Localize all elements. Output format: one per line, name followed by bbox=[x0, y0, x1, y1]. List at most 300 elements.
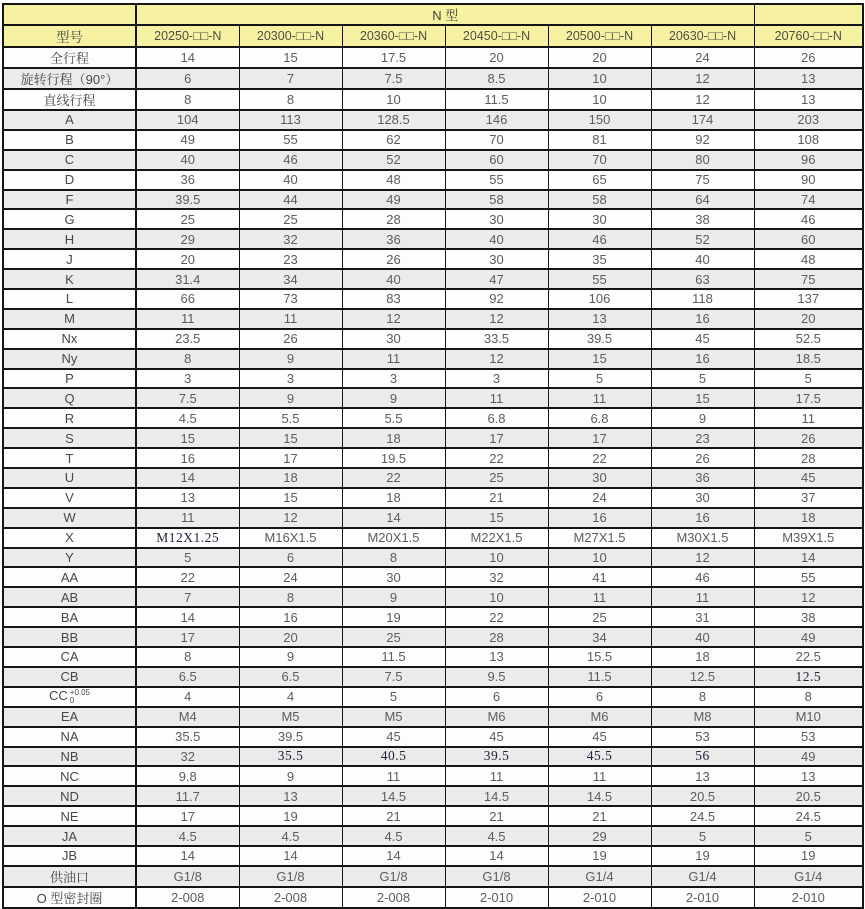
value-cell: 14 bbox=[342, 508, 445, 528]
table-row bbox=[3, 667, 863, 687]
model-header-cell: 20760-□□-N bbox=[754, 25, 863, 47]
table-row bbox=[3, 408, 863, 428]
value-cell: 13 bbox=[754, 766, 863, 786]
value-cell: 22.5 bbox=[754, 647, 863, 667]
value-cell: 40 bbox=[239, 170, 342, 190]
value-cell: 17.5 bbox=[754, 388, 863, 408]
value-cell: 12 bbox=[651, 548, 754, 568]
value-cell: M4 bbox=[136, 707, 239, 727]
value-cell: 15 bbox=[651, 388, 754, 408]
value-cell: 10 bbox=[342, 89, 445, 110]
value-cell: M8 bbox=[651, 707, 754, 727]
value-cell: 14.5 bbox=[445, 786, 548, 806]
table-row bbox=[3, 309, 863, 329]
value-cell: 18.5 bbox=[754, 349, 863, 369]
value-cell: 16 bbox=[548, 508, 651, 528]
value-cell: 2-008 bbox=[239, 887, 342, 908]
corner-blank-cell-right bbox=[754, 4, 863, 25]
value-cell: 30 bbox=[445, 209, 548, 229]
value-cell: 12 bbox=[239, 508, 342, 528]
row-label: H bbox=[3, 229, 136, 249]
value-cell: 48 bbox=[342, 170, 445, 190]
table-row bbox=[3, 170, 863, 190]
value-cell: 10 bbox=[445, 548, 548, 568]
value-cell: G1/8 bbox=[445, 866, 548, 887]
value-cell: 8 bbox=[754, 687, 863, 707]
value-cell: 14.5 bbox=[342, 786, 445, 806]
value-cell: 49 bbox=[754, 627, 863, 647]
value-cell: 25 bbox=[239, 209, 342, 229]
value-cell: 20 bbox=[754, 309, 863, 329]
value-cell: 14 bbox=[445, 846, 548, 866]
value-cell: 7.5 bbox=[342, 667, 445, 687]
model-header-cell: 20500-□□-N bbox=[548, 25, 651, 47]
row-label: NC bbox=[3, 766, 136, 786]
row-label: B bbox=[3, 130, 136, 150]
value-cell: M30X1.5 bbox=[651, 528, 754, 548]
value-cell: 8 bbox=[239, 587, 342, 607]
value-cell: 9.5 bbox=[445, 667, 548, 687]
value-cell: 20 bbox=[136, 249, 239, 269]
value-cell: 2-010 bbox=[445, 887, 548, 908]
value-cell: 5 bbox=[754, 369, 863, 389]
value-cell: 12 bbox=[445, 349, 548, 369]
value-cell: 18 bbox=[239, 468, 342, 488]
row-label: 供油口 bbox=[3, 866, 136, 887]
value-cell: 24.5 bbox=[651, 806, 754, 826]
value-cell: 58 bbox=[445, 190, 548, 210]
table-row bbox=[3, 428, 863, 448]
value-cell: 5 bbox=[754, 826, 863, 846]
value-cell: 30 bbox=[548, 209, 651, 229]
table-row bbox=[3, 110, 863, 130]
value-cell: 11.5 bbox=[445, 89, 548, 110]
value-cell: 18 bbox=[754, 508, 863, 528]
table-row bbox=[3, 68, 863, 89]
value-cell: 16 bbox=[651, 349, 754, 369]
value-cell: 16 bbox=[651, 309, 754, 329]
value-cell: 14 bbox=[136, 607, 239, 627]
value-cell: 33.5 bbox=[445, 329, 548, 349]
table-row bbox=[3, 786, 863, 806]
value-cell: 80 bbox=[651, 150, 754, 170]
value-cell: 3 bbox=[445, 369, 548, 389]
value-cell: 45 bbox=[342, 727, 445, 747]
value-cell: 46 bbox=[239, 150, 342, 170]
value-cell: 38 bbox=[651, 209, 754, 229]
value-cell: 11.5 bbox=[342, 647, 445, 667]
value-cell: 70 bbox=[548, 150, 651, 170]
value-cell: 11 bbox=[548, 587, 651, 607]
value-cell: 81 bbox=[548, 130, 651, 150]
value-cell: 17.5 bbox=[342, 47, 445, 68]
value-cell: 46 bbox=[651, 567, 754, 587]
value-cell: 75 bbox=[754, 269, 863, 289]
table-row bbox=[3, 47, 863, 68]
value-cell: 63 bbox=[651, 269, 754, 289]
value-cell: 53 bbox=[754, 727, 863, 747]
value-cell: 9 bbox=[239, 766, 342, 786]
row-label bbox=[3, 687, 136, 707]
value-cell: M12X1.25 bbox=[136, 528, 239, 548]
value-cell: 20.5 bbox=[651, 786, 754, 806]
value-cell: 11.7 bbox=[136, 786, 239, 806]
table-row bbox=[3, 329, 863, 349]
value-cell: 13 bbox=[548, 309, 651, 329]
value-cell: 64 bbox=[651, 190, 754, 210]
row-label: CA bbox=[3, 647, 136, 667]
value-cell: 30 bbox=[445, 249, 548, 269]
value-cell: 49 bbox=[754, 747, 863, 767]
value-cell: 9 bbox=[342, 587, 445, 607]
value-cell: 53 bbox=[651, 727, 754, 747]
row-label: ND bbox=[3, 786, 136, 806]
value-cell: 52 bbox=[342, 150, 445, 170]
value-cell: 45 bbox=[651, 329, 754, 349]
value-cell: 10 bbox=[548, 68, 651, 89]
row-label: V bbox=[3, 488, 136, 508]
value-cell: 19 bbox=[239, 806, 342, 826]
value-cell: 31 bbox=[651, 607, 754, 627]
value-cell: 11 bbox=[754, 408, 863, 428]
value-cell: 22 bbox=[136, 567, 239, 587]
value-cell: 146 bbox=[445, 110, 548, 130]
group-header-cell: N 型 bbox=[136, 4, 754, 25]
value-cell: 32 bbox=[136, 747, 239, 767]
value-cell: 17 bbox=[548, 428, 651, 448]
value-cell: M22X1.5 bbox=[445, 528, 548, 548]
value-cell: 4.5 bbox=[136, 826, 239, 846]
value-cell: 30 bbox=[548, 468, 651, 488]
value-cell: 22 bbox=[548, 448, 651, 468]
table-row bbox=[3, 229, 863, 249]
value-cell: 24 bbox=[651, 47, 754, 68]
table-row bbox=[3, 289, 863, 309]
value-cell: 10 bbox=[548, 89, 651, 110]
value-cell: 8 bbox=[136, 89, 239, 110]
row-label: F bbox=[3, 190, 136, 210]
value-cell: 9 bbox=[239, 388, 342, 408]
row-label: S bbox=[3, 428, 136, 448]
value-cell: M5 bbox=[239, 707, 342, 727]
value-cell: 45 bbox=[445, 727, 548, 747]
value-cell: 3 bbox=[136, 369, 239, 389]
value-cell: 6.8 bbox=[445, 408, 548, 428]
row-label: EA bbox=[3, 707, 136, 727]
table-row bbox=[3, 190, 863, 210]
group-header-row bbox=[3, 4, 863, 25]
value-cell: 11 bbox=[342, 766, 445, 786]
value-cell: 34 bbox=[239, 269, 342, 289]
table-header bbox=[3, 4, 863, 47]
row-label: AA bbox=[3, 567, 136, 587]
value-cell: 5.5 bbox=[239, 408, 342, 428]
table-row bbox=[3, 548, 863, 568]
table-row bbox=[3, 150, 863, 170]
row-label: 旋转行程（90°） bbox=[3, 68, 136, 89]
row-label: NE bbox=[3, 806, 136, 826]
value-cell: 28 bbox=[754, 448, 863, 468]
row-label: O 型密封圈 bbox=[3, 887, 136, 908]
value-cell: 2-010 bbox=[651, 887, 754, 908]
value-cell: 16 bbox=[651, 508, 754, 528]
value-cell: 40.5 bbox=[342, 747, 445, 767]
value-cell: M6 bbox=[445, 707, 548, 727]
table-row bbox=[3, 388, 863, 408]
model-column-label: 型号 bbox=[3, 25, 136, 47]
value-cell: 2-008 bbox=[136, 887, 239, 908]
value-cell: 9 bbox=[239, 647, 342, 667]
value-cell: 19.5 bbox=[342, 448, 445, 468]
value-cell: 65 bbox=[548, 170, 651, 190]
row-label: BB bbox=[3, 627, 136, 647]
value-cell: 2-010 bbox=[754, 887, 863, 908]
value-cell: 5 bbox=[651, 826, 754, 846]
table-row bbox=[3, 249, 863, 269]
value-cell: 70 bbox=[445, 130, 548, 150]
value-cell: 11 bbox=[548, 766, 651, 786]
value-cell: 14 bbox=[754, 548, 863, 568]
value-cell: 12 bbox=[342, 309, 445, 329]
value-cell: 21 bbox=[342, 806, 445, 826]
value-cell: 75 bbox=[651, 170, 754, 190]
value-cell: 8 bbox=[342, 548, 445, 568]
table-row bbox=[3, 687, 863, 707]
value-cell: 23 bbox=[239, 249, 342, 269]
value-cell: 29 bbox=[548, 826, 651, 846]
value-cell: 46 bbox=[754, 209, 863, 229]
value-cell: 15 bbox=[239, 428, 342, 448]
row-label: T bbox=[3, 448, 136, 468]
value-cell: 113 bbox=[239, 110, 342, 130]
value-cell: 17 bbox=[136, 806, 239, 826]
value-cell: 9 bbox=[651, 408, 754, 428]
value-cell: 58 bbox=[548, 190, 651, 210]
value-cell: 13 bbox=[445, 647, 548, 667]
table-row bbox=[3, 627, 863, 647]
value-cell: 25 bbox=[548, 607, 651, 627]
value-cell: 24 bbox=[548, 488, 651, 508]
value-cell: G1/4 bbox=[651, 866, 754, 887]
value-cell: M5 bbox=[342, 707, 445, 727]
value-cell: 9 bbox=[342, 388, 445, 408]
table-row bbox=[3, 269, 863, 289]
row-label: D bbox=[3, 170, 136, 190]
value-cell: G1/4 bbox=[548, 866, 651, 887]
row-label: Q bbox=[3, 388, 136, 408]
value-cell: 13 bbox=[651, 766, 754, 786]
value-cell: 26 bbox=[651, 448, 754, 468]
table-row bbox=[3, 349, 863, 369]
row-label: K bbox=[3, 269, 136, 289]
value-cell: 47 bbox=[445, 269, 548, 289]
value-cell: 35.5 bbox=[239, 747, 342, 767]
value-cell: 4.5 bbox=[136, 408, 239, 428]
value-cell: 5 bbox=[136, 548, 239, 568]
value-cell: 7 bbox=[136, 587, 239, 607]
table-body bbox=[3, 47, 863, 908]
value-cell: 7.5 bbox=[136, 388, 239, 408]
value-cell: 11 bbox=[651, 587, 754, 607]
table-row bbox=[3, 707, 863, 727]
value-cell: 20 bbox=[548, 47, 651, 68]
value-cell: 12 bbox=[651, 89, 754, 110]
value-cell: 28 bbox=[342, 209, 445, 229]
value-cell: 11 bbox=[136, 508, 239, 528]
table-row bbox=[3, 647, 863, 667]
row-label: L bbox=[3, 289, 136, 309]
row-label: 全行程 bbox=[3, 47, 136, 68]
value-cell: 108 bbox=[754, 130, 863, 150]
value-cell: 6.5 bbox=[136, 667, 239, 687]
value-cell: 14 bbox=[136, 468, 239, 488]
value-cell: 137 bbox=[754, 289, 863, 309]
value-cell: 92 bbox=[445, 289, 548, 309]
value-cell: 73 bbox=[239, 289, 342, 309]
row-label: C bbox=[3, 150, 136, 170]
value-cell: 18 bbox=[342, 428, 445, 448]
row-label: BA bbox=[3, 607, 136, 627]
value-cell: 15 bbox=[239, 47, 342, 68]
row-label: NB bbox=[3, 747, 136, 767]
value-cell: 12 bbox=[651, 68, 754, 89]
value-cell: G1/8 bbox=[239, 866, 342, 887]
value-cell: 104 bbox=[136, 110, 239, 130]
value-cell: 13 bbox=[239, 786, 342, 806]
table-row bbox=[3, 826, 863, 846]
table-row bbox=[3, 488, 863, 508]
table-row bbox=[3, 766, 863, 786]
value-cell: 52.5 bbox=[754, 329, 863, 349]
value-cell: 17 bbox=[136, 627, 239, 647]
value-cell: 14 bbox=[136, 47, 239, 68]
value-cell: 18 bbox=[342, 488, 445, 508]
value-cell: 12.5 bbox=[754, 667, 863, 687]
value-cell: 12.5 bbox=[651, 667, 754, 687]
table-row bbox=[3, 607, 863, 627]
value-cell: M27X1.5 bbox=[548, 528, 651, 548]
value-cell: 15 bbox=[239, 488, 342, 508]
value-cell: 46 bbox=[548, 229, 651, 249]
value-cell: 11 bbox=[445, 766, 548, 786]
value-cell: 128.5 bbox=[342, 110, 445, 130]
value-cell: 21 bbox=[445, 488, 548, 508]
value-cell: 60 bbox=[754, 229, 863, 249]
row-label: NA bbox=[3, 727, 136, 747]
value-cell: 39.5 bbox=[239, 727, 342, 747]
value-cell: 34 bbox=[548, 627, 651, 647]
value-cell: 5.5 bbox=[342, 408, 445, 428]
value-cell: 37 bbox=[754, 488, 863, 508]
value-cell: 35.5 bbox=[136, 727, 239, 747]
value-cell: 18 bbox=[651, 647, 754, 667]
value-cell: 45 bbox=[548, 727, 651, 747]
value-cell: 17 bbox=[445, 428, 548, 448]
value-cell: 25 bbox=[342, 627, 445, 647]
value-cell: 14 bbox=[239, 846, 342, 866]
value-cell: 96 bbox=[754, 150, 863, 170]
value-cell: 6 bbox=[548, 687, 651, 707]
value-cell: 6.8 bbox=[548, 408, 651, 428]
value-cell: 4.5 bbox=[239, 826, 342, 846]
value-cell: 9 bbox=[239, 349, 342, 369]
value-cell: 11.5 bbox=[548, 667, 651, 687]
value-cell: 39.5 bbox=[445, 747, 548, 767]
model-header-cell: 20360-□□-N bbox=[342, 25, 445, 47]
value-cell: 31.4 bbox=[136, 269, 239, 289]
value-cell: 6.5 bbox=[239, 667, 342, 687]
value-cell: 44 bbox=[239, 190, 342, 210]
value-cell: 36 bbox=[651, 468, 754, 488]
value-cell: 19 bbox=[548, 846, 651, 866]
table-row bbox=[3, 369, 863, 389]
spec-sheet bbox=[2, 3, 864, 909]
value-cell: 22 bbox=[445, 448, 548, 468]
value-cell: 11 bbox=[445, 388, 548, 408]
value-cell: 74 bbox=[754, 190, 863, 210]
value-cell: 8 bbox=[239, 89, 342, 110]
value-cell: 4.5 bbox=[342, 826, 445, 846]
value-cell: 8 bbox=[136, 647, 239, 667]
value-cell: 56 bbox=[651, 747, 754, 767]
table-row bbox=[3, 866, 863, 887]
value-cell: 39.5 bbox=[548, 329, 651, 349]
value-cell: 106 bbox=[548, 289, 651, 309]
value-cell: 15 bbox=[445, 508, 548, 528]
row-label: Nx bbox=[3, 329, 136, 349]
value-cell: 118 bbox=[651, 289, 754, 309]
value-cell: 14 bbox=[136, 846, 239, 866]
value-cell: 55 bbox=[548, 269, 651, 289]
value-cell: 49 bbox=[136, 130, 239, 150]
value-cell: 13 bbox=[754, 68, 863, 89]
value-cell: 26 bbox=[342, 249, 445, 269]
row-label: G bbox=[3, 209, 136, 229]
value-cell: 36 bbox=[342, 229, 445, 249]
row-label-text: CC bbox=[48, 688, 68, 704]
value-cell: 12 bbox=[445, 309, 548, 329]
table-row bbox=[3, 567, 863, 587]
value-cell: 40 bbox=[136, 150, 239, 170]
value-cell: M10 bbox=[754, 707, 863, 727]
value-cell: M16X1.5 bbox=[239, 528, 342, 548]
table-row bbox=[3, 130, 863, 150]
table-row bbox=[3, 468, 863, 488]
value-cell: 29 bbox=[136, 229, 239, 249]
value-cell: 35 bbox=[548, 249, 651, 269]
table-row bbox=[3, 508, 863, 528]
value-cell: 5 bbox=[342, 687, 445, 707]
value-cell: 39.5 bbox=[136, 190, 239, 210]
value-cell: 13 bbox=[754, 89, 863, 110]
row-label: A bbox=[3, 110, 136, 130]
model-header-cell: 20250-□□-N bbox=[136, 25, 239, 47]
table-row bbox=[3, 747, 863, 767]
value-cell: 19 bbox=[754, 846, 863, 866]
value-cell: 3 bbox=[342, 369, 445, 389]
value-cell: 11 bbox=[136, 309, 239, 329]
value-cell: G1/4 bbox=[754, 866, 863, 887]
value-cell: 22 bbox=[342, 468, 445, 488]
row-label: X bbox=[3, 528, 136, 548]
value-cell: 20 bbox=[445, 47, 548, 68]
row-label: AB bbox=[3, 587, 136, 607]
value-cell: 4 bbox=[136, 687, 239, 707]
value-cell: 10 bbox=[548, 548, 651, 568]
value-cell: 48 bbox=[754, 249, 863, 269]
value-cell: 28 bbox=[445, 627, 548, 647]
value-cell: 11 bbox=[548, 388, 651, 408]
